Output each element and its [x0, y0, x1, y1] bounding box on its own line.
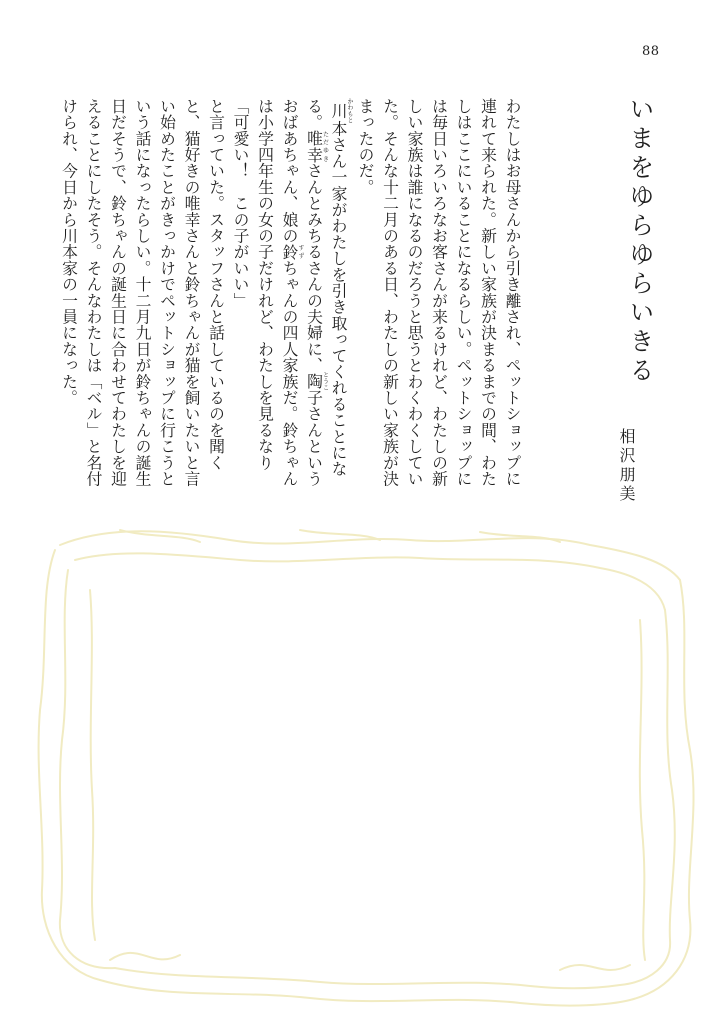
ruby-touko: 陶とうこ — [304, 371, 329, 392]
story-title: いまをゆらゆらいきる — [626, 96, 655, 386]
faint-sketch-drawing — [0, 500, 722, 1024]
paragraph-3-dialogue: 「可愛い！ この子がいい」 — [231, 98, 250, 309]
paragraph-1: わたしはお母さんから引き離され、ペットショップに連れて来られた。新しい家族が決まるまでの間、わたしはここにいることになるらしい。ペットショップには毎日いろいろなお客さんが来るけれど、わたしの新しい家族は誰になるのだろうと思うとわくわくしていた。そんな十二月のある日、わたしの新しい家族が決まったのだ。 — [356, 98, 522, 487]
author-name: 相沢朋美 — [617, 428, 636, 504]
ruby-tada: 唯ただ — [304, 130, 329, 147]
ruby-kawamoto: 川かわもと — [329, 98, 353, 124]
paragraph-4: と言っていた。スタッフさんと話しているのを聞くと、猫好きの唯幸さんと鈴ちゃんが猫を飼いたいと言い始めたことがきっかけでペットショップに行こうという話になったらしい。十二月九日が鈴ちゃんの誕生日だそうで、鈴ちゃんの誕生日に合わせてわたしを迎えることにしたそう。そんなわたしは「ベル」と名付けられ、今日から川本家の一員になった。 — [59, 98, 226, 487]
paragraph-2: 川かわもと本さん一家がわたしを引き取ってくれることになる。唯ただ幸ゆきさんとみちるさんの夫婦に、陶とうこ子さんというおばあちゃん、娘の鈴すずちゃんの四人家族だ。鈴ちゃんは小学四年生の女の子だけれど、わたしを見るなり — [255, 98, 353, 487]
story-body — [56, 98, 524, 498]
ruby-yuki: 幸ゆき — [304, 146, 329, 163]
page-number: 88 — [642, 44, 660, 59]
ruby-suzu: 鈴すず — [280, 243, 304, 261]
